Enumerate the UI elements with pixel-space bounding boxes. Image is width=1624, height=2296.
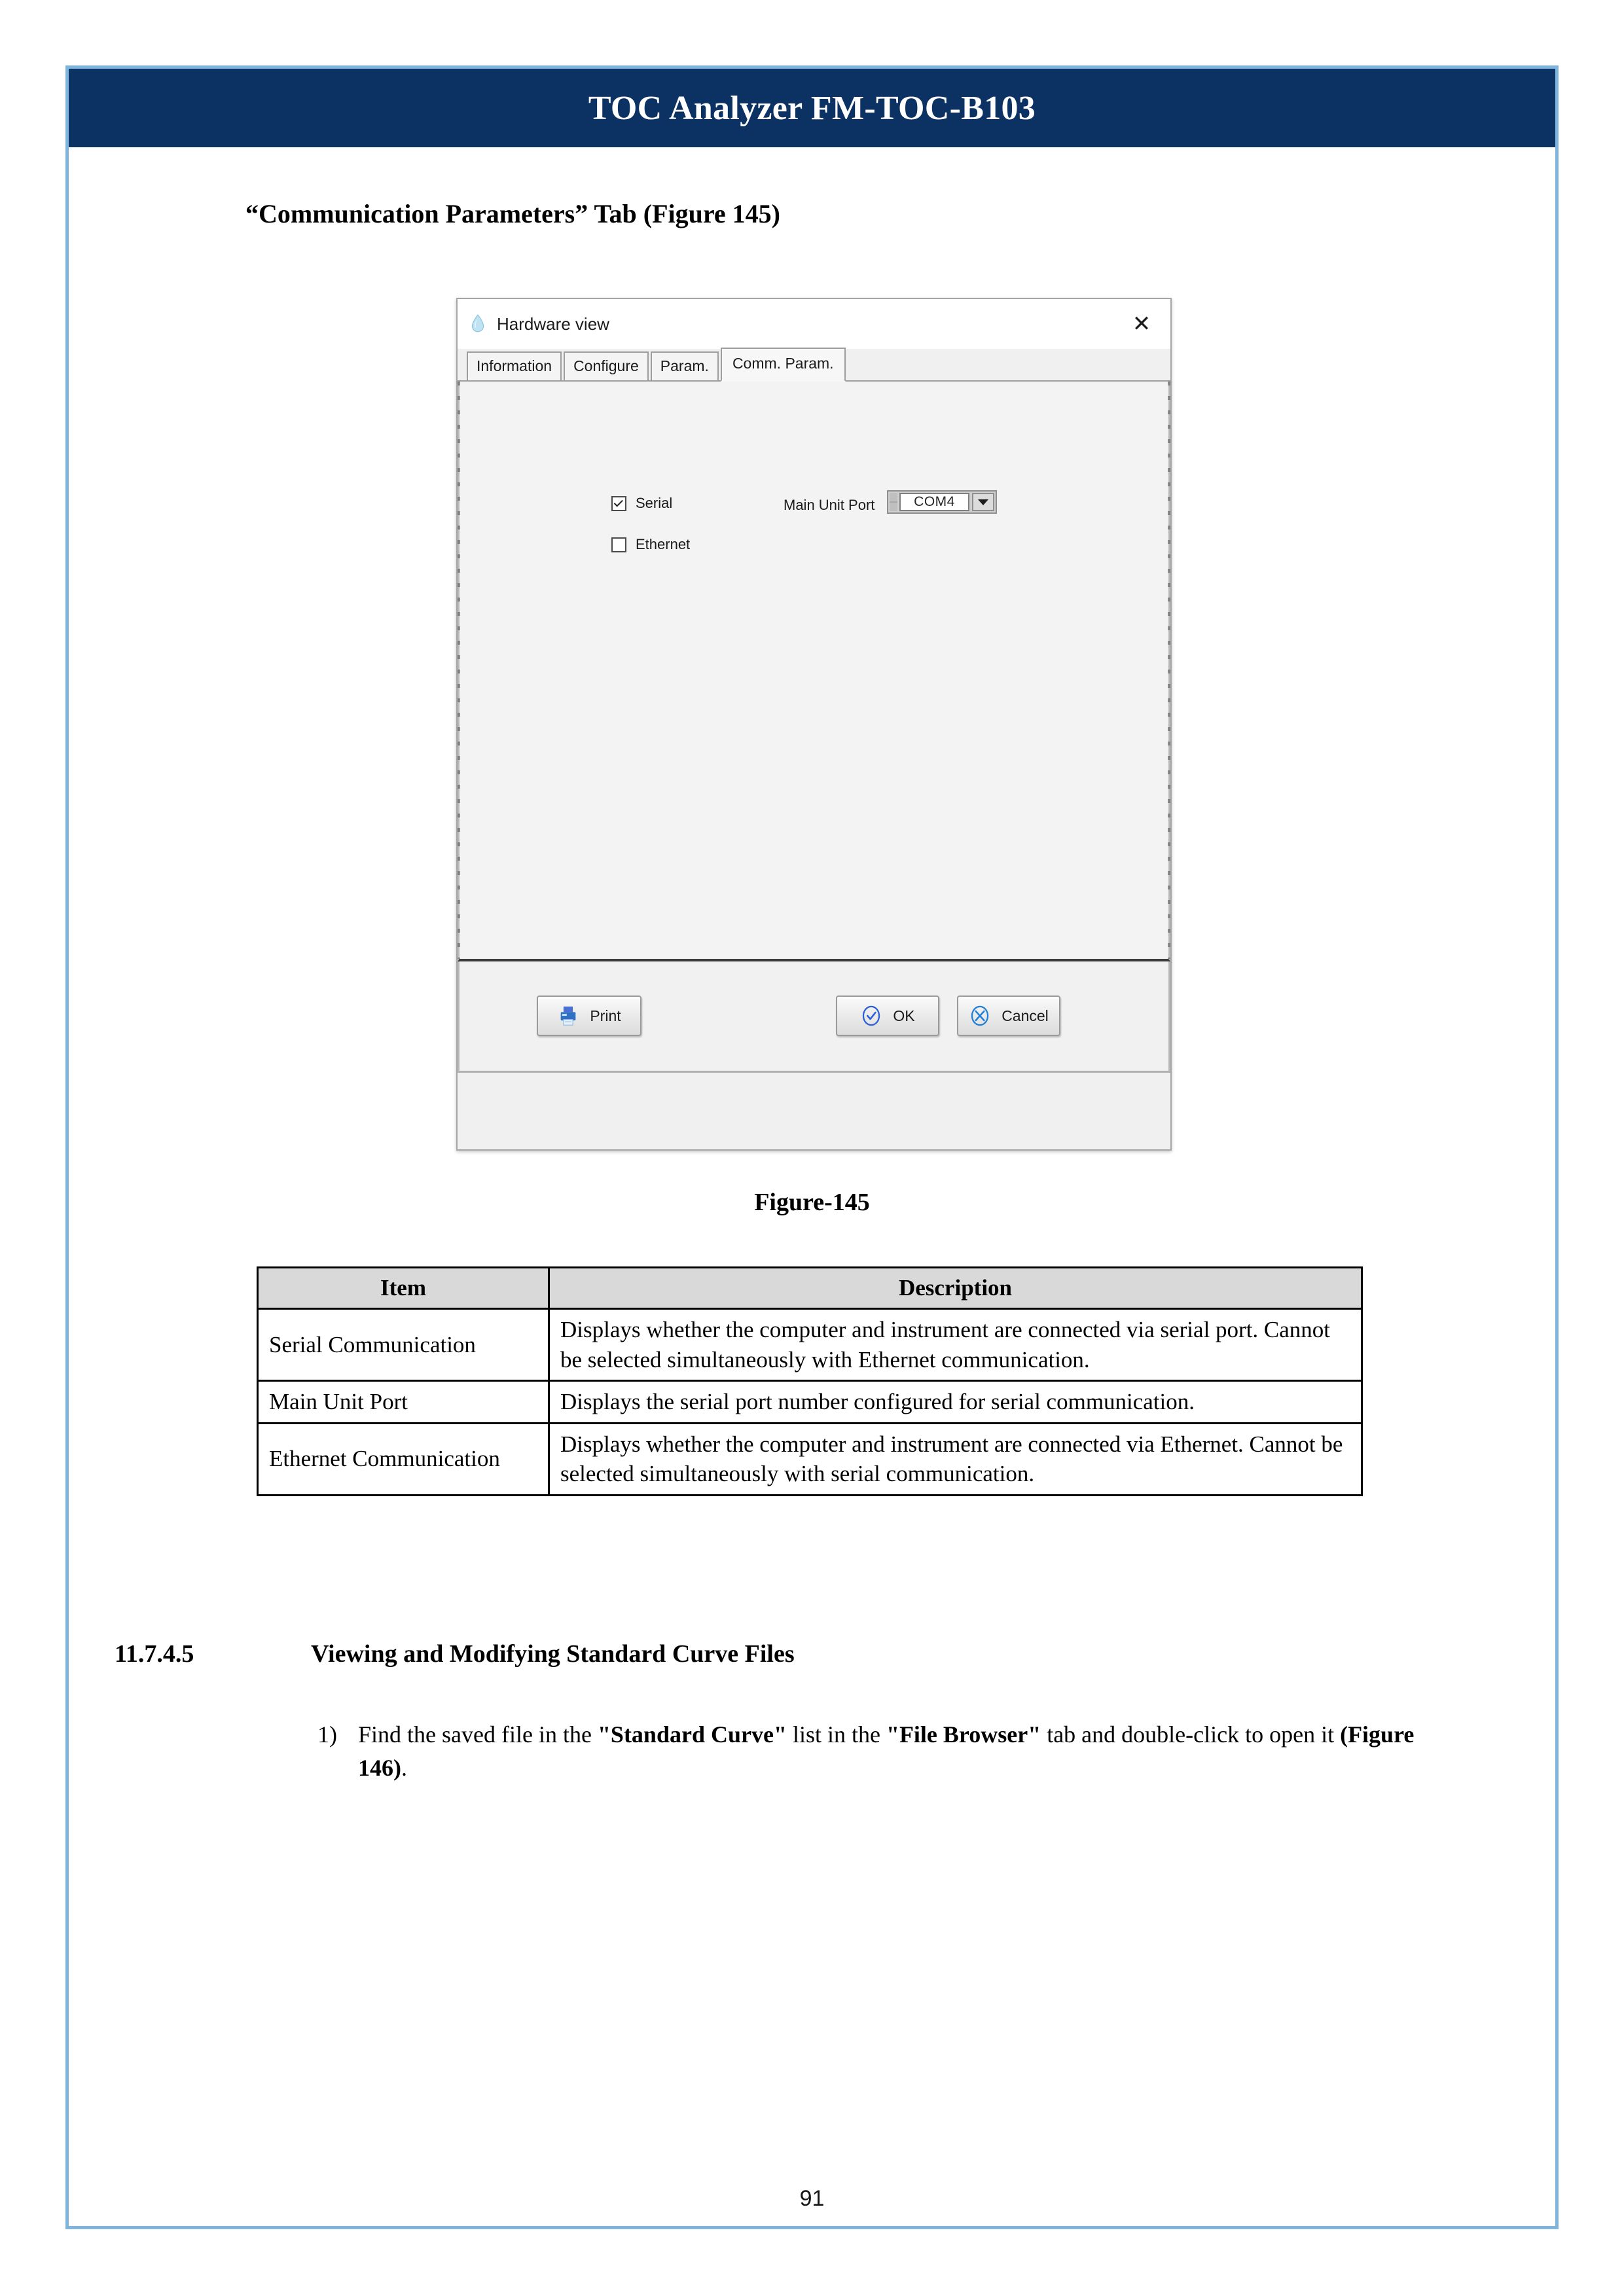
list-item-text (358, 1718, 1430, 1785)
printer-icon (557, 1005, 579, 1027)
list-text-part3: tab and double-click to open it (1041, 1721, 1341, 1748)
page-number: 91 (799, 2186, 825, 2211)
ok-button[interactable] (836, 996, 939, 1036)
main-unit-port-value[interactable]: COM4 (899, 493, 969, 511)
ok-button-label: OK (893, 1007, 915, 1024)
subsection-heading (115, 1640, 1489, 1668)
description-table (257, 1266, 1363, 1496)
section-heading: “Communication Parameters” Tab (Figure 145) (245, 199, 780, 228)
serial-checkbox[interactable] (611, 496, 626, 511)
table-cell-item: Serial Communication (258, 1309, 549, 1381)
chevron-down-icon[interactable] (972, 493, 994, 511)
table-row (258, 1423, 1362, 1495)
subsection-number: 11.7.4.5 (115, 1640, 194, 1668)
tab-comm-param[interactable]: Comm. Param. (721, 348, 846, 382)
main-unit-port-label: Main Unit Port (784, 497, 875, 513)
table-cell-description: Displays whether the computer and instrument are connected via serial port. Cannot be selected simultaneously with Ethernet communication. (549, 1309, 1362, 1381)
tab-configure[interactable]: Configure (564, 351, 649, 380)
table-cell-item: Main Unit Port (258, 1381, 549, 1424)
table-cell-description: Displays whether the computer and instrument are connected via Ethernet. Cannot be selected simultaneously with serial communication. (549, 1423, 1362, 1495)
table-row (258, 1309, 1362, 1381)
tab-information[interactable]: Information (467, 351, 562, 380)
tab-param[interactable]: Param. (651, 351, 719, 380)
main-unit-port-combobox[interactable] (887, 490, 997, 514)
table-row (258, 1381, 1362, 1424)
cancel-button-label: Cancel (1001, 1007, 1049, 1024)
water-droplet-icon (467, 311, 489, 337)
serial-checkbox-label: Serial (636, 495, 673, 511)
figure-caption: Figure-145 (754, 1189, 870, 1216)
list-item (317, 1718, 1430, 1785)
list-text-bold3: (Figure 146) (358, 1721, 1415, 1782)
list-text-part2: list in the (786, 1721, 886, 1748)
list-text-part1: Find the saved file in the (358, 1721, 598, 1748)
page-frame (65, 65, 1559, 2229)
dialog-title: Hardware view (497, 314, 609, 334)
list-text-bold2: "File Browser" (886, 1721, 1041, 1748)
close-icon[interactable]: ✕ (1132, 312, 1151, 336)
serial-field-row (611, 495, 672, 512)
subsection-title: Viewing and Modifying Standard Curve Files (311, 1640, 795, 1668)
list-text-bold1: "Standard Curve" (597, 1721, 787, 1748)
page-title: TOC Analyzer FM-TOC-B103 (588, 89, 1036, 127)
list-text-part4: . (401, 1755, 407, 1782)
ethernet-checkbox[interactable] (611, 537, 626, 552)
ethernet-field-row (611, 536, 690, 553)
hardware-view-dialog (456, 298, 1172, 1151)
table-header-description: Description (549, 1268, 1362, 1309)
print-button[interactable] (537, 996, 641, 1036)
page-body (69, 147, 1555, 2226)
x-circle-icon (969, 1005, 991, 1027)
check-circle-icon (860, 1005, 882, 1027)
ethernet-checkbox-label: Ethernet (636, 536, 691, 552)
combo-spinner-icon (890, 493, 897, 511)
print-button-label: Print (590, 1007, 621, 1024)
list-item-marker: 1) (317, 1721, 337, 1748)
table-header-row (258, 1268, 1362, 1309)
document-header (69, 69, 1555, 147)
table-cell-item: Ethernet Communication (258, 1423, 549, 1495)
dialog-titlebar (458, 299, 1170, 349)
table-cell-description: Displays the serial port number configured for serial communication. (549, 1381, 1362, 1424)
dialog-content-pane (458, 382, 1170, 961)
dialog-tabstrip (458, 349, 1170, 382)
dialog-footer (458, 961, 1170, 1073)
cancel-button[interactable] (957, 996, 1060, 1036)
table-header-item: Item (258, 1268, 549, 1309)
